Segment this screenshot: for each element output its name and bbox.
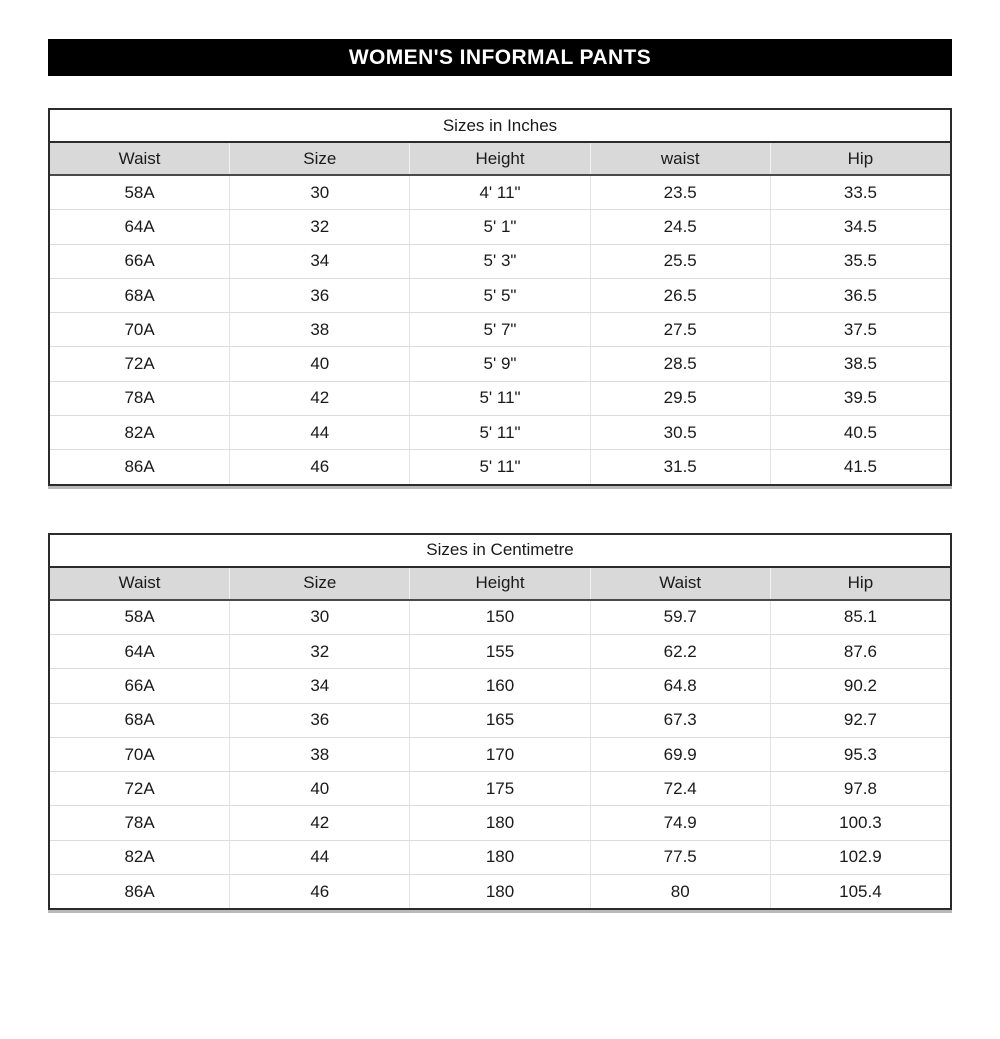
table-cell: 165 (409, 704, 589, 737)
table-cell: 97.8 (770, 772, 950, 805)
table-cell: 40 (229, 772, 409, 805)
table-cell: 27.5 (590, 313, 770, 346)
table-row (50, 209, 950, 243)
table-cell: 39.5 (770, 382, 950, 415)
table-row (50, 244, 950, 278)
table-row (50, 312, 950, 346)
table-cell: 40.5 (770, 416, 950, 449)
table-cell: 34.5 (770, 210, 950, 243)
table-cell: 70A (124, 744, 155, 764)
table-cell: 5' 11" (409, 416, 589, 449)
table-cell: 78A (124, 813, 155, 833)
table-cell: 77.5 (590, 841, 770, 874)
column-header: Size (229, 143, 409, 174)
table-header-row (50, 568, 950, 601)
table-cell: 32 (229, 635, 409, 668)
table-cell: 5' 1" (409, 210, 589, 243)
table-cell: 29.5 (590, 382, 770, 415)
table-cell: 36 (229, 704, 409, 737)
table-cell: 68A (124, 285, 155, 305)
table-cell: 70A (124, 319, 155, 339)
table-row (50, 737, 950, 771)
table-cell: 46 (229, 450, 409, 483)
column-header: Height (409, 568, 589, 599)
table-cell: 78A (124, 388, 155, 408)
column-header: Hip (770, 143, 950, 174)
table-cell: 69.9 (590, 738, 770, 771)
table-cell: 24.5 (590, 210, 770, 243)
table-cell: 155 (409, 635, 589, 668)
table-cell: 95.3 (770, 738, 950, 771)
table-row (50, 346, 950, 380)
table-cell: 90.2 (770, 669, 950, 702)
table-row (50, 840, 950, 874)
table-cell: 30 (229, 176, 409, 209)
column-header: Waist (590, 568, 770, 599)
table-header-row (50, 143, 950, 176)
table-cell: 28.5 (590, 347, 770, 380)
table-cell: 105.4 (770, 875, 950, 908)
page-title: WOMEN'S INFORMAL PANTS (348, 45, 652, 69)
table-cell: 42 (229, 382, 409, 415)
table-cell: 58A (124, 607, 155, 627)
table-cell: 44 (229, 416, 409, 449)
table-row (50, 449, 950, 483)
table-cell: 5' 11" (409, 382, 589, 415)
table-title: Sizes in Inches (50, 110, 950, 143)
table-cell: 58A (124, 182, 155, 202)
table-cell: 72A (124, 778, 155, 798)
table-cell: 4' 11" (409, 176, 589, 209)
column-header: Waist (118, 148, 161, 168)
table-cell: 36.5 (770, 279, 950, 312)
table-cell: 180 (409, 806, 589, 839)
table-row (50, 278, 950, 312)
table-cell: 175 (409, 772, 589, 805)
table-cell: 170 (409, 738, 589, 771)
table-cell: 5' 11" (409, 450, 589, 483)
column-header: waist (590, 143, 770, 174)
table-cell: 25.5 (590, 245, 770, 278)
table-cell: 40 (229, 347, 409, 380)
table-cell: 5' 3" (409, 245, 589, 278)
table-cell: 80 (590, 875, 770, 908)
column-header: Hip (770, 568, 950, 599)
sizes-in-inches-table (48, 108, 952, 486)
table-row (50, 634, 950, 668)
table-cell: 38.5 (770, 347, 950, 380)
table-cell: 150 (409, 601, 589, 634)
table-cell: 87.6 (770, 635, 950, 668)
column-header: Size (229, 568, 409, 599)
table-cell: 5' 7" (409, 313, 589, 346)
table-cell: 86A (124, 881, 155, 901)
table-cell: 26.5 (590, 279, 770, 312)
table-cell: 66A (124, 251, 155, 271)
sizes-in-centimetre-table (48, 533, 952, 911)
table-cell: 64A (124, 216, 155, 236)
table-cell: 35.5 (770, 245, 950, 278)
table-cell: 38 (229, 313, 409, 346)
table-cell: 23.5 (590, 176, 770, 209)
table-cell: 100.3 (770, 806, 950, 839)
column-header: Height (409, 143, 589, 174)
table-cell: 5' 5" (409, 279, 589, 312)
table-cell: 30.5 (590, 416, 770, 449)
table-title: Sizes in Centimetre (50, 535, 950, 568)
column-header: Waist (118, 573, 161, 593)
table-cell: 160 (409, 669, 589, 702)
table-cell: 82A (124, 847, 155, 867)
table-cell: 66A (124, 675, 155, 695)
table-cell: 180 (409, 875, 589, 908)
table-cell: 64A (124, 641, 155, 661)
table-cell: 41.5 (770, 450, 950, 483)
table-cell: 36 (229, 279, 409, 312)
table-row (50, 381, 950, 415)
table-cell: 102.9 (770, 841, 950, 874)
table-row (50, 771, 950, 805)
table-cell: 38 (229, 738, 409, 771)
table-cell: 44 (229, 841, 409, 874)
table-cell: 5' 9" (409, 347, 589, 380)
table-body (50, 176, 950, 484)
table-cell: 33.5 (770, 176, 950, 209)
table-cell: 85.1 (770, 601, 950, 634)
table-cell: 72A (124, 354, 155, 374)
table-body (50, 601, 950, 909)
table-cell: 34 (229, 245, 409, 278)
table-cell: 46 (229, 875, 409, 908)
table-cell: 32 (229, 210, 409, 243)
table-cell: 30 (229, 601, 409, 634)
table-cell: 82A (124, 422, 155, 442)
title-banner (48, 39, 952, 76)
table-row (50, 176, 950, 209)
table-cell: 37.5 (770, 313, 950, 346)
table-cell: 31.5 (590, 450, 770, 483)
table-row (50, 601, 950, 634)
table-row (50, 874, 950, 908)
table-cell: 64.8 (590, 669, 770, 702)
table-row (50, 703, 950, 737)
table-cell: 34 (229, 669, 409, 702)
table-cell: 86A (124, 457, 155, 477)
table-cell: 72.4 (590, 772, 770, 805)
table-row (50, 805, 950, 839)
table-row (50, 668, 950, 702)
table-cell: 42 (229, 806, 409, 839)
table-cell: 74.9 (590, 806, 770, 839)
table-row (50, 415, 950, 449)
table-cell: 59.7 (590, 601, 770, 634)
table-cell: 92.7 (770, 704, 950, 737)
table-cell: 68A (124, 710, 155, 730)
table-cell: 62.2 (590, 635, 770, 668)
table-cell: 180 (409, 841, 589, 874)
table-cell: 67.3 (590, 704, 770, 737)
